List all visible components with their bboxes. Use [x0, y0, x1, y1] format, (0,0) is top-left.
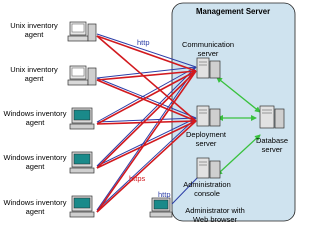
protocol-label-http: http: [137, 38, 150, 47]
database-server-label: Database server: [255, 136, 289, 154]
communication-server-label: Communication server: [181, 40, 235, 58]
admin-pc-icon: [150, 198, 172, 217]
windows-pc-icon: [70, 108, 94, 129]
windows-pc-icon: [70, 152, 94, 173]
protocol-label-https: https: [129, 174, 146, 183]
unix-workstation-icon: [68, 66, 96, 85]
panel-title: Management Server: [196, 7, 271, 16]
agent-label-windows-2: Windows inventory agent: [3, 153, 67, 171]
agent-label-unix-1: Unix inventory agent: [10, 21, 58, 39]
agent-label-windows-1: Windows inventory agent: [3, 109, 67, 127]
agent-label-windows-3: Windows inventory agent: [3, 198, 67, 216]
agent-label-unix-2: Unix inventory agent: [10, 65, 58, 83]
windows-pc-icon: [70, 196, 94, 217]
administrator-label: Administrator with Web browser: [185, 206, 245, 224]
server-tower-icon: [197, 158, 220, 178]
server-tower-icon: [197, 58, 220, 78]
administration-console-label: Administration console: [183, 180, 231, 198]
deployment-server-label: Deployment server: [185, 130, 227, 148]
unix-workstation-icon: [68, 22, 96, 41]
database-server-icon: [260, 106, 284, 128]
protocol-label-http-admin: http: [158, 190, 171, 199]
server-tower-icon: [197, 106, 220, 126]
